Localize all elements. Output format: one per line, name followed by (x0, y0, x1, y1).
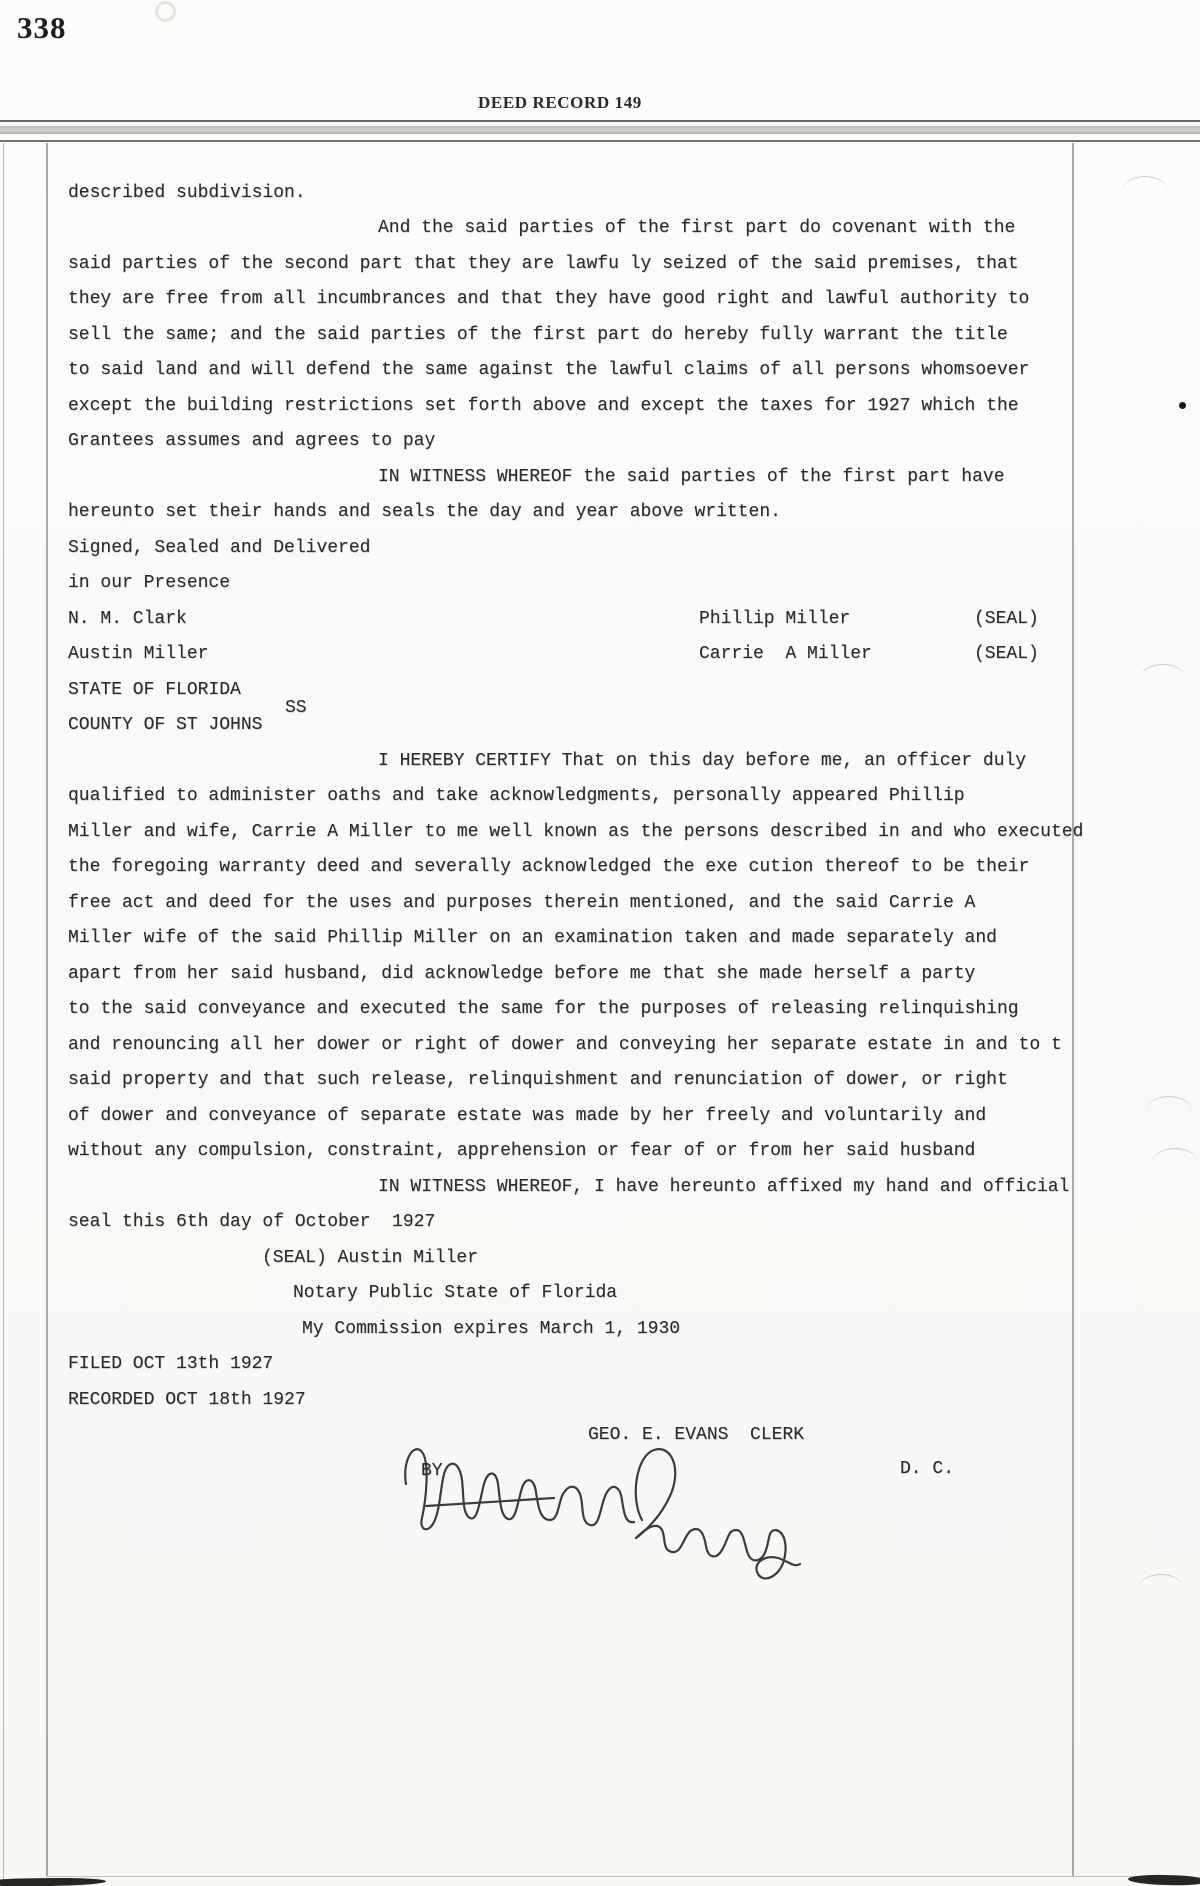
scan-arc-artifact (1152, 1148, 1198, 1163)
deed-line: Signed, Sealed and Delivered (68, 538, 371, 558)
deed-line: And the said parties of the first part do covenant with the (378, 218, 1016, 238)
scan-arc-artifact (1146, 1096, 1192, 1111)
deed-line: said parties of the second part that they are lawfu ly seized of the said premises, that (68, 254, 1019, 274)
grantor-name: Carrie A Miller (699, 644, 872, 664)
by-label: BY (421, 1461, 443, 1481)
notary-commission: My Commission expires March 1, 1930 (302, 1319, 681, 1339)
scan-arc-artifact (1140, 664, 1186, 679)
witness-name: N. M. Clark (68, 609, 187, 629)
deed-line: described subdivision. (68, 183, 306, 203)
deed-line: except the building restrictions set forth above and except the taxes for 1927 which the (68, 396, 1019, 416)
ack-line: qualified to administer oaths and take acknowledgments, personally appeared Phillip (68, 786, 965, 806)
scan-ring-artifact (155, 1, 176, 22)
ink-dot-artifact (1179, 402, 1186, 409)
ack-witness-clause: IN WITNESS WHEREOF, I have hereunto affixed my hand and official (378, 1177, 1070, 1197)
ack-line: Miller wife of the said Phillip Miller on an examination taken and made separately and (68, 928, 997, 948)
deed-line: in our Presence (68, 573, 231, 593)
left-outer-border (3, 143, 4, 1886)
scan-arc-artifact (1122, 176, 1168, 191)
ack-line: without any compulsion, constraint, apprehension or fear of or from her said husband (68, 1141, 976, 1161)
notary-title: Notary Public State of Florida (293, 1283, 618, 1303)
deed-line: they are free from all incumbrances and that they have good right and lawful authority to (68, 289, 1030, 309)
right-margin-border (1072, 143, 1074, 1876)
ack-line: to the said conveyance and executed the same for the purposes of releasing relinquishing (68, 999, 1019, 1019)
deed-line: Grantees assumes and agrees to pay (68, 431, 436, 451)
venue-state: STATE OF FLORIDA (68, 680, 241, 700)
ack-line: the foregoing warranty deed and severally acknowledged the exe cution thereof to be their (68, 857, 1030, 877)
recorded-date: RECORDED OCT 18th 1927 (68, 1390, 306, 1410)
seal-label: (SEAL) (974, 609, 1039, 629)
notary-seal-line: (SEAL) Austin Miller (262, 1248, 479, 1268)
ack-line: free act and deed for the uses and purposes therein mentioned, and the said Carrie A (68, 893, 976, 913)
deed-line-witness-clause: IN WITNESS WHEREOF the said parties of the first part have (378, 467, 1005, 487)
venue-ss: SS (285, 698, 307, 718)
filed-date: FILED OCT 13th 1927 (68, 1354, 274, 1374)
ack-line: and renouncing all her dower or right of dower and conveying her separate estate in and to t (68, 1035, 1062, 1055)
seal-label: (SEAL) (974, 644, 1039, 664)
left-margin-border (46, 143, 48, 1876)
venue-county: COUNTY OF ST JOHNS (68, 715, 263, 735)
bottom-left-smudge (0, 1877, 106, 1886)
clerk-name: GEO. E. EVANS CLERK (588, 1425, 805, 1445)
header-rule-bottom (0, 140, 1200, 142)
ack-line: Miller and wife, Carrie A Miller to me well known as the persons described in and who executed (68, 822, 1084, 842)
ack-line: I HEREBY CERTIFY That on this day before me, an officer duly (378, 751, 1027, 771)
ack-line: apart from her said husband, did acknowledge before me that she made herself a party (68, 964, 976, 984)
ack-line: said property and that such release, relinquishment and renunciation of dower, or right (68, 1070, 1008, 1090)
page-number: 338 (17, 10, 67, 45)
ack-line: seal this 6th day of October 1927 (68, 1212, 436, 1232)
deed-line: sell the same; and the said parties of the first part do hereby fully warrant the title (68, 325, 1008, 345)
header-rule-top (0, 120, 1200, 122)
bottom-border (46, 1876, 1142, 1877)
bottom-right-smudge (1128, 1874, 1200, 1886)
deputy-clerk-initials: D. C. (900, 1459, 955, 1479)
ack-line: of dower and conveyance of separate estate was made by her freely and voluntarily and (68, 1106, 987, 1126)
clerk-signature (392, 1422, 822, 1607)
deed-line: to said land and will defend the same against the lawful claims of all persons whomsoever (68, 360, 1030, 380)
grantor-name: Phillip Miller (699, 609, 851, 629)
witness-name: Austin Miller (68, 644, 209, 664)
page-header-title: DEED RECORD 149 (478, 93, 642, 112)
scan-arc-artifact (1138, 1574, 1184, 1589)
header-rule-band (0, 126, 1200, 134)
deed-line: hereunto set their hands and seals the day and year above written. (68, 502, 781, 522)
